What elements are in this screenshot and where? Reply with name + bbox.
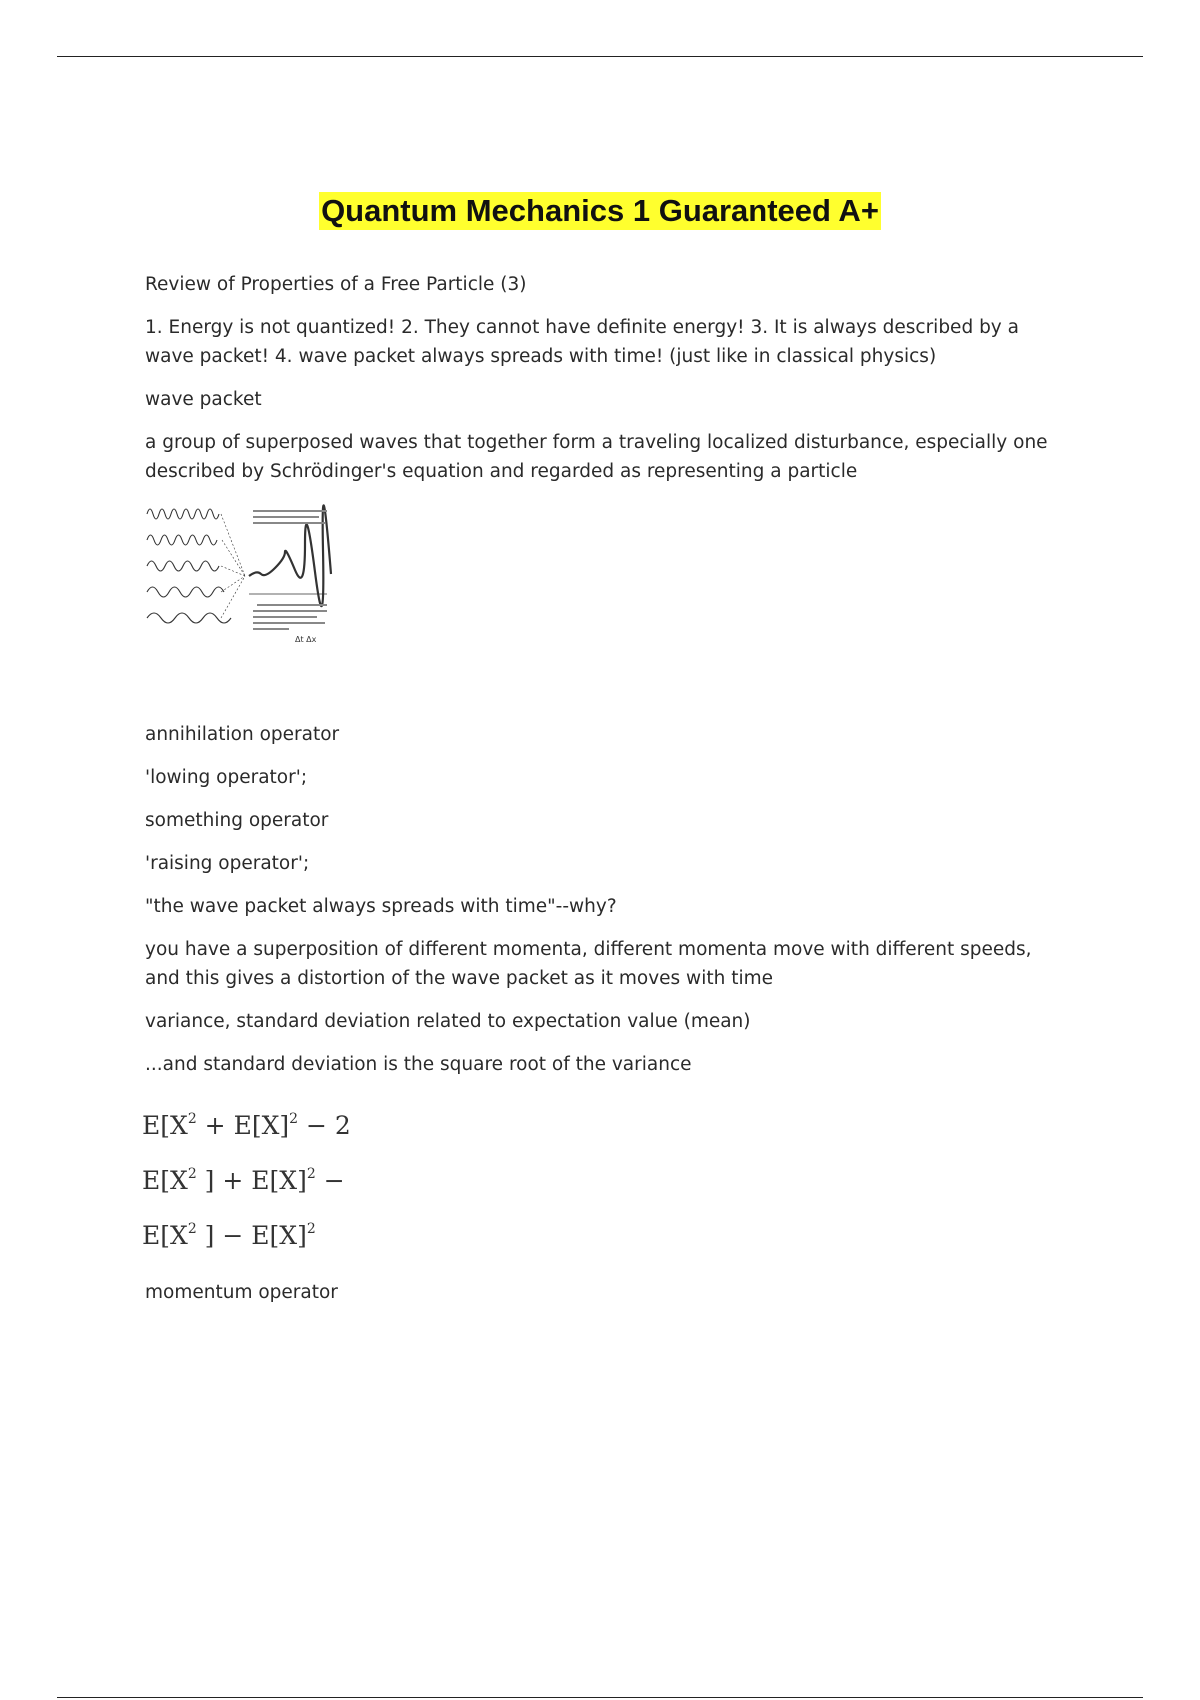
title-container [0,192,1200,230]
document-body [142,270,1065,1321]
heading-free-particle: Review of Properties of a Free Particle (3) [145,274,527,295]
bottom-rule [57,1697,1143,1698]
term-wave-packet: wave packet [145,389,262,410]
free-particle-properties: 1. Energy is not quantized! 2. They cannot have definite energy! 3. It is always described by a wave packet! 4. wave packet always spreads with time! (just like in classical physics) [145,317,1019,367]
term-annihilation-operator: annihilation operator [145,724,340,745]
term-something-operator: something operator [145,810,329,831]
definition-wave-packet: a group of superposed waves that together form a traveling localized disturbance, especially one described by Schrödinger's equation and regarded as representing a particle [145,432,1048,482]
term-momentum-operator: momentum operator [145,1282,338,1303]
definition-lowing-operator: 'lowing operator'; [145,767,308,788]
variance-derivation [142,1095,351,1260]
top-rule [57,56,1143,57]
wave-packet-figure [145,500,335,650]
document-title: Quantum Mechanics 1 Guaranteed A+ [321,193,879,228]
answer-wave-packet-spreads: you have a superposition of different momenta, different momenta move with different speeds, and this gives a distortion of the wave packet as it moves with time [145,939,1032,989]
definition-raising-operator: 'raising operator'; [145,853,310,874]
figure-delta-label: Δt Δx [295,635,317,644]
equation-line-2: $E[X^2$ ] + $E[X]^2$ − [142,1166,345,1195]
definition-standard-deviation: ...and standard deviation is the square root of the variance [145,1054,692,1075]
equation-line-1: $E[X^2 + E[X]^2 - 2$ [142,1111,351,1140]
question-wave-packet-spreads: "the wave packet always spreads with time"--why? [145,896,617,917]
term-variance: variance, standard deviation related to expectation value (mean) [145,1011,751,1032]
equation-line-3: $E[X^2$ ] − $E[X]^2$ [142,1221,316,1250]
